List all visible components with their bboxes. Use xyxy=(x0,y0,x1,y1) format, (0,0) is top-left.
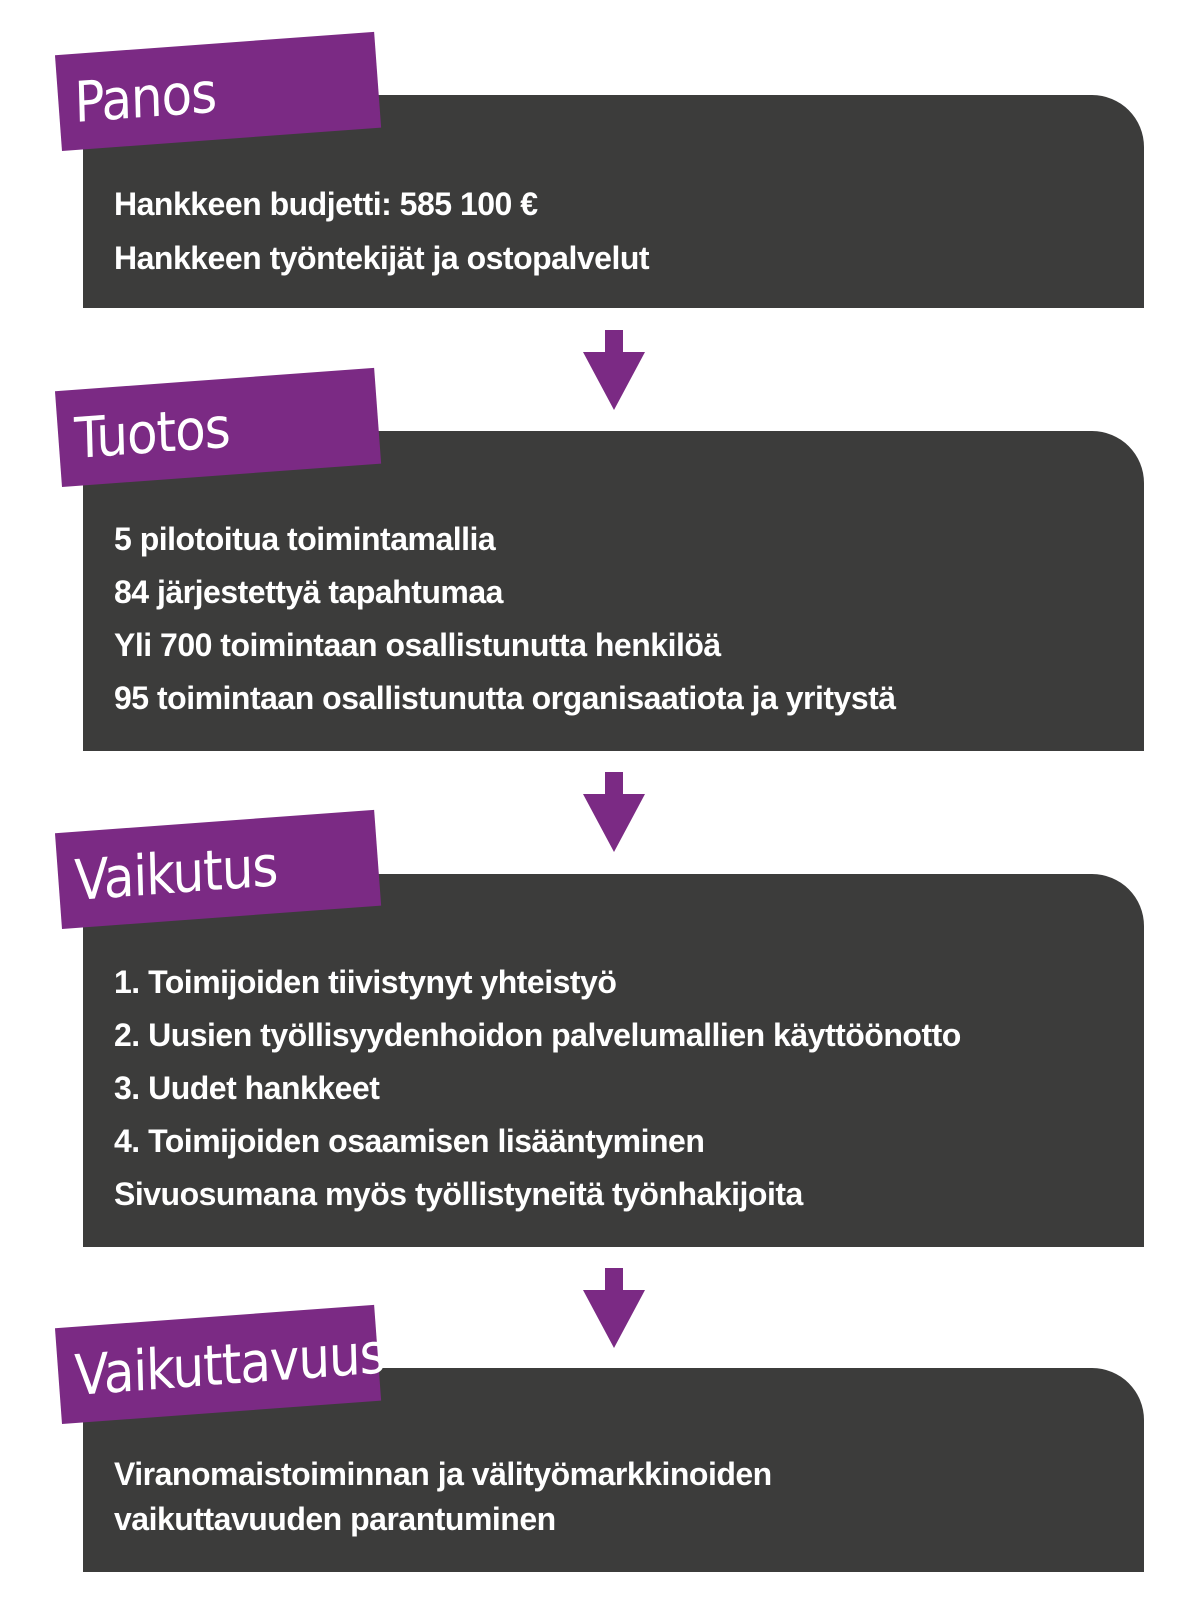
down-arrow-icon xyxy=(583,1268,645,1348)
panel-vaikutus-line: 1. Toimijoiden tiivistynyt yhteistyö xyxy=(114,964,617,1000)
panel-tuotos-line: 84 järjestettyä tapahtumaa xyxy=(114,574,503,610)
panel-tuotos xyxy=(83,431,1144,751)
tag-vaikuttavuus-label: Vaikuttavuus xyxy=(73,1320,386,1409)
down-arrow-shape xyxy=(583,772,645,852)
panel-tuotos-lines xyxy=(114,513,1124,725)
down-arrow-shape xyxy=(583,1268,645,1348)
panel-vaikutus-line: 4. Toimijoiden osaamisen lisääntyminen xyxy=(114,1123,705,1159)
down-arrow-icon xyxy=(583,772,645,852)
tag-panos-label: Panos xyxy=(73,60,217,136)
panel-panos-line: Hankkeen työntekijät ja ostopalvelut xyxy=(114,240,650,276)
tag-vaikutus-label: Vaikutus xyxy=(73,833,279,914)
panel-panos-line: Hankkeen budjetti: 585 100 € xyxy=(114,186,538,222)
panel-tuotos-line: 95 toimintaan osallistunutta organisaatiota ja yritystä xyxy=(114,680,896,716)
down-arrow-icon xyxy=(583,330,645,410)
panel-vaikuttavuus-line: vaikuttavuuden parantuminen xyxy=(114,1501,556,1537)
panel-tuotos-line: Yli 700 toimintaan osallistunutta henkilöä xyxy=(114,627,721,663)
panel-vaikutus xyxy=(83,874,1144,1247)
panel-vaikutus-line: 2. Uusien työllisyydenhoidon palvelumallien käyttöönotto xyxy=(114,1017,961,1053)
tag-tuotos-label: Tuotos xyxy=(73,395,231,472)
panel-vaikutus-line: 3. Uudet hankkeet xyxy=(114,1070,380,1106)
panel-vaikuttavuus-line: Viranomaistoiminnan ja välityömarkkinoiden xyxy=(114,1456,772,1492)
panel-panos-lines xyxy=(114,177,1124,285)
panel-vaikutus-line: Sivuosumana myös työllistyneitä työnhakijoita xyxy=(114,1176,803,1212)
down-arrow-shape xyxy=(583,330,645,410)
panel-tuotos-line: 5 pilotoitua toimintamallia xyxy=(114,521,496,557)
panel-vaikutus-lines xyxy=(114,956,1124,1221)
panel-vaikuttavuus-lines xyxy=(114,1452,1124,1542)
